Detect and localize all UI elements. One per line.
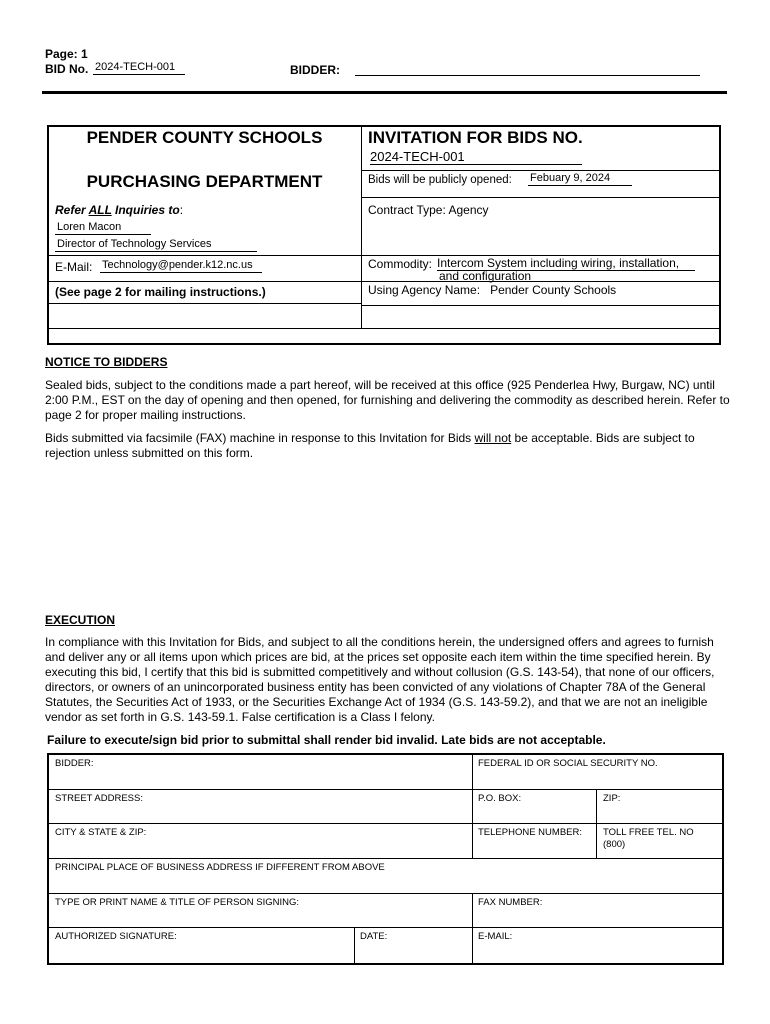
commodity-label: Commodity: (368, 257, 433, 271)
opening-date-label: Bids will be publicly opened: (368, 174, 512, 186)
telephone-field[interactable]: TELEPHONE NUMBER: (478, 827, 582, 838)
city-state-zip-field[interactable]: CITY & STATE & ZIP: (55, 827, 147, 838)
bidder-blank-line[interactable] (355, 75, 700, 76)
contact-title-field[interactable]: Director of Technology Services (55, 238, 257, 252)
bidder-name-field[interactable]: BIDDER: (55, 758, 94, 769)
agency-name-label: Using Agency Name: (368, 283, 481, 297)
contract-type: Contract Type: Agency (368, 203, 489, 217)
page-label: Page: (45, 47, 78, 61)
info-box-rule (48, 328, 720, 329)
fax-notice-paragraph: Bids submitted via facsimile (FAX) machine in response to this Invitation for Bids will not be acceptable. Bids are subject to rejection unless submitted on this form. (45, 431, 695, 460)
federal-id-field[interactable]: FEDERAL ID OR SOCIAL SECURITY NO. (478, 758, 658, 769)
date-field[interactable]: DATE: (360, 931, 388, 942)
opening-date-field[interactable]: Febuary 9, 2024 (528, 172, 632, 186)
notice-paragraph: Sealed bids, subject to the conditions made a part hereof, will be received at this office (925 Penderlea Hwy, Burgaw, NC) until 2:00 P.M., EST on the day of opening and then opened, for furnishing and delivering the commodity as described herein. Refer to page 2 for proper mailing instructions. (45, 378, 730, 422)
email-field[interactable]: Technology@pender.k12.nc.us (100, 259, 262, 273)
info-box-rule (362, 197, 720, 198)
toll-free-field[interactable]: TOLL FREE TEL. NO (800) (603, 827, 694, 850)
po-box-field[interactable]: P.O. BOX: (478, 793, 522, 804)
fax-number-field[interactable]: FAX NUMBER: (478, 897, 543, 908)
commodity-field-line1[interactable]: Intercom System including wiring, installation, (437, 257, 695, 271)
bid-number-label: BID No. (45, 62, 89, 76)
itb-number-field[interactable]: 2024-TECH-001 (370, 149, 582, 165)
commodity-field-line2: and configuration (439, 269, 532, 283)
info-box-rule (362, 170, 720, 171)
late-bid-warning: Failure to execute/sign bid prior to submittal shall render bid invalid. Late bids are not acceptable. (47, 733, 606, 747)
principal-address-field[interactable]: PRINCIPAL PLACE OF BUSINESS ADDRESS IF DIFFERENT FROM ABOVE (55, 862, 385, 873)
notice-heading: NOTICE TO BIDDERS (45, 355, 168, 369)
authorized-signature-field[interactable]: AUTHORIZED SIGNATURE: (55, 931, 177, 942)
page-number: 1 (81, 47, 88, 61)
org-name: PENDER COUNTY SCHOOLS (86, 128, 323, 147)
execution-paragraph: In compliance with this Invitation for Bids, and subject to all the conditions herein, the undersigned offers and agrees to furnish and deliver any or all items upon which prices are bid, at the prices set opposite each item within the time specified herein. By executing this bid, I certify that this bid is submitted competitively and without collusion (G.S. 143-54), that none of our officers, directors, or owners of an unincorporated business entity has been convicted of any violations of Chapter 78A of the General Statutes, the Securities Act of 1933, or the Securities Exchange Act of 1934 (G.S. 143-59.2), and that we are not an ineligible vendor as set forth in G.S. 143-59.1. False certification is a Class I felony. (45, 635, 715, 724)
refer-inquiries-label: Refer ALL Inquiries to: (55, 203, 184, 217)
page-number-row (45, 47, 88, 61)
signer-name-title-field[interactable]: TYPE OR PRINT NAME & TITLE OF PERSON SIGNING: (55, 897, 300, 908)
email-form-field[interactable]: E-MAIL: (478, 931, 513, 942)
contact-name-field[interactable]: Loren Macon (55, 221, 151, 235)
department-name: PURCHASING DEPARTMENT (86, 172, 323, 191)
execution-heading: EXECUTION (45, 613, 116, 627)
bidder-label: BIDDER: (290, 63, 340, 77)
info-box-rule (362, 305, 720, 306)
street-address-field[interactable]: STREET ADDRESS: (55, 793, 143, 804)
itb-title: INVITATION FOR BIDS NO. (368, 128, 583, 147)
email-label: E-Mail: (55, 260, 93, 274)
agency-name-row (368, 283, 616, 297)
header-divider (42, 91, 727, 94)
info-box-rule (48, 303, 361, 304)
agency-name-value: Pender County Schools (490, 283, 617, 297)
zip-field[interactable]: ZIP: (603, 793, 621, 804)
mailing-instructions-note: (See page 2 for mailing instructions.) (55, 285, 266, 299)
bid-number-field[interactable]: 2024-TECH-001 (93, 61, 185, 75)
info-box-center-divider (361, 126, 362, 329)
